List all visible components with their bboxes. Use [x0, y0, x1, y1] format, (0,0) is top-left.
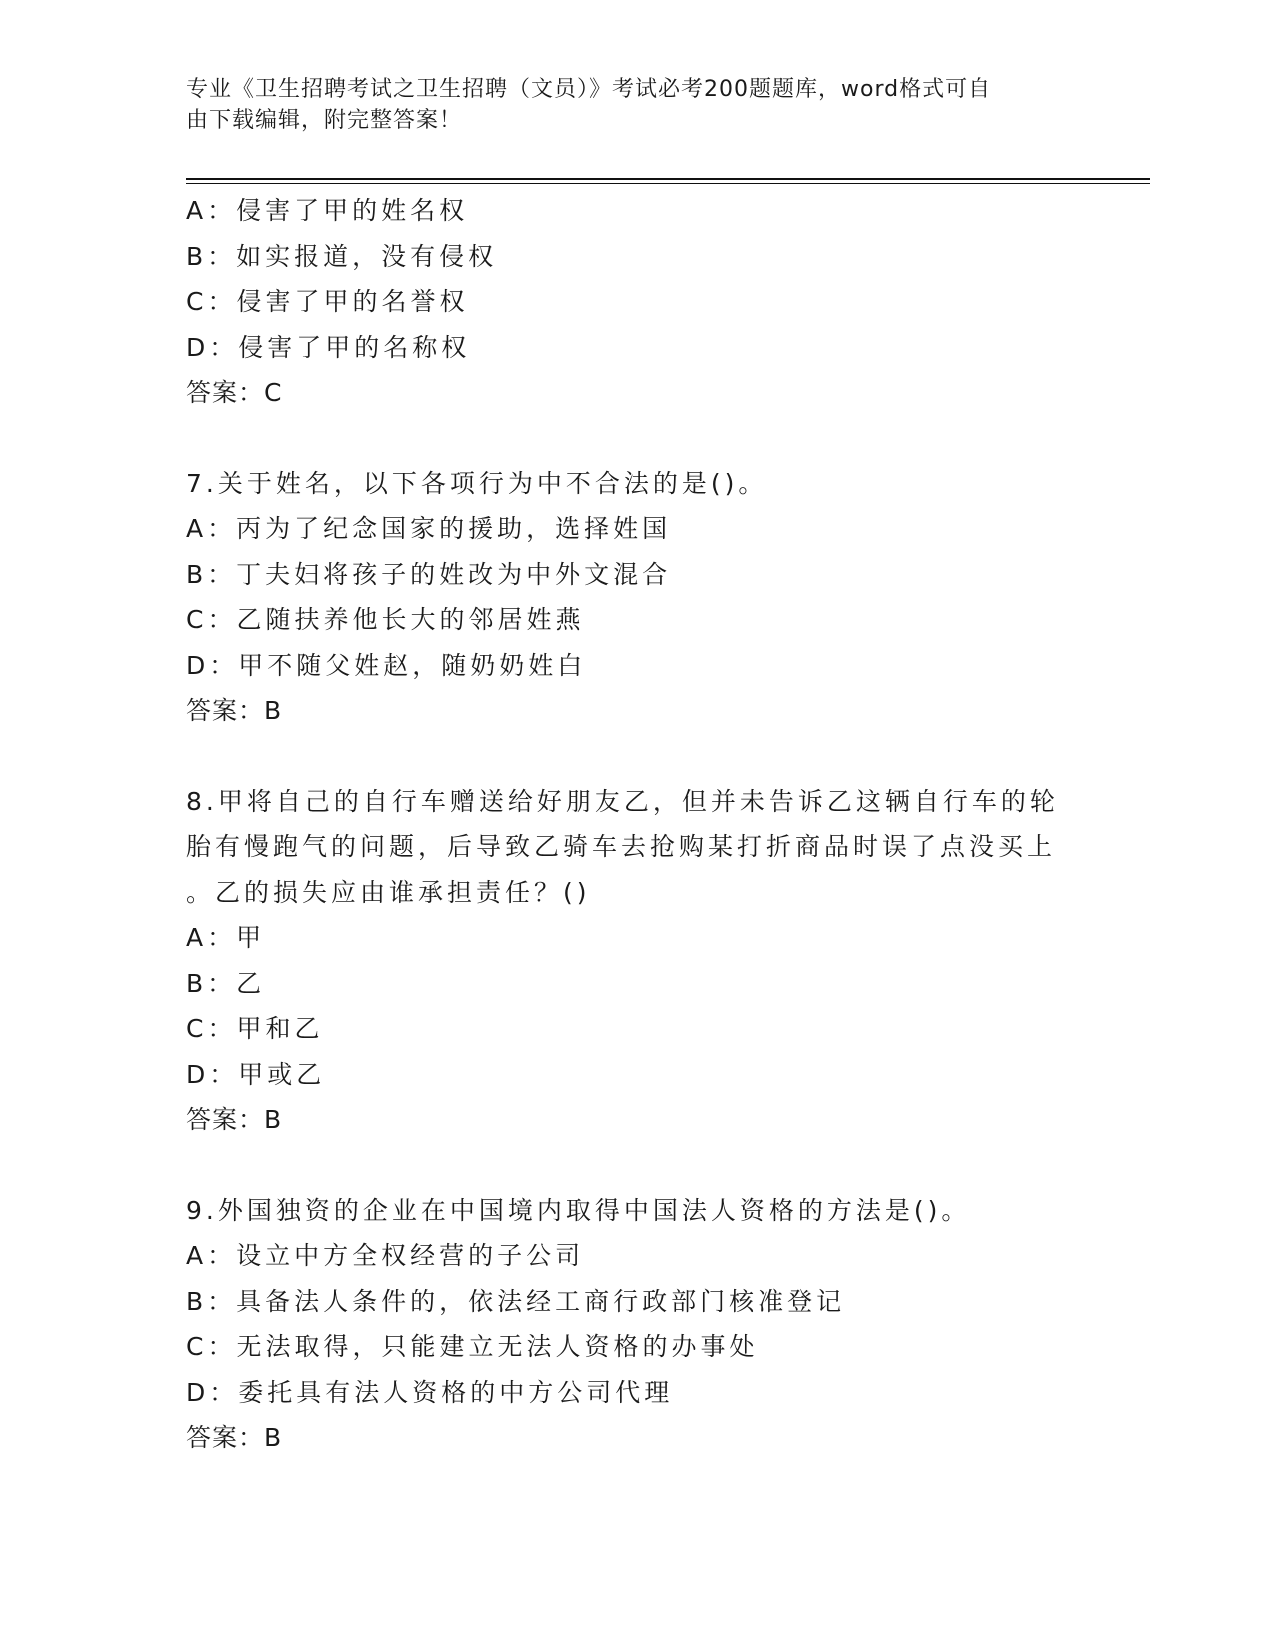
option-c: C：乙随扶养他长大的邻居姓燕: [186, 605, 585, 634]
question-stem-line-1: 8.甲将自己的自行车赠送给好朋友乙，但并未告诉乙这辆自行车的轮: [186, 786, 1059, 816]
answer: 答案：B: [186, 696, 283, 725]
option-a: A：丙为了纪念国家的援助，选择姓国: [186, 514, 672, 543]
option-c: C：甲和乙: [186, 1014, 324, 1043]
document-header: [186, 74, 1066, 136]
option-a: A：甲: [186, 923, 266, 952]
option-b: B：丁夫妇将孩子的姓改为中外文混合: [186, 559, 672, 589]
header-divider-thin: [186, 183, 1150, 184]
question-list: [186, 188, 1086, 1461]
option-d: D：委托具有法人资格的中方公司代理: [186, 1377, 674, 1407]
answer: 答案：B: [186, 1423, 283, 1452]
question-stem-line-2: 胎有慢跑气的问题，后导致乙骑车去抢购某打折商品时误了点没买上: [186, 832, 1057, 861]
spacer: [186, 1143, 1086, 1188]
question-stem-line-3: 。乙的损失应由谁承担责任？(): [186, 877, 591, 907]
header-line-1: 专业《卫生招聘考试之卫生招聘（文员）》考试必考200题题库，word格式可自: [186, 77, 992, 102]
answer: 答案：C: [186, 378, 283, 407]
header-divider-thick: [186, 178, 1150, 180]
option-a: A：侵害了甲的姓名权: [186, 196, 469, 225]
option-b: B：乙: [186, 968, 266, 998]
question-9: [186, 1188, 1086, 1461]
spacer: [186, 416, 1086, 461]
answer: 答案：B: [186, 1105, 283, 1134]
option-c: C：无法取得，只能建立无法人资格的办事处: [186, 1332, 759, 1361]
question-stem: 9.外国独资的企业在中国境内取得中国法人资格的方法是()。: [186, 1195, 971, 1225]
option-d: D：侵害了甲的名称权: [186, 332, 471, 362]
option-b: B：如实报道，没有侵权: [186, 241, 498, 271]
option-d: D：甲或乙: [186, 1059, 326, 1089]
question-7: [186, 461, 1086, 734]
option-b: B：具备法人条件的，依法经工商行政部门核准登记: [186, 1286, 846, 1316]
question-stem: 7.关于姓名，以下各项行为中不合法的是()。: [186, 468, 768, 498]
option-d: D：甲不随父姓赵，随奶奶姓白: [186, 650, 587, 680]
option-a: A：设立中方全权经营的子公司: [186, 1241, 585, 1270]
header-line-2: 由下载编辑，附完整答案！: [186, 108, 463, 133]
question-8: [186, 779, 1086, 1143]
spacer: [186, 734, 1086, 779]
option-c: C：侵害了甲的名誉权: [186, 287, 469, 316]
question-6: [186, 188, 1086, 416]
